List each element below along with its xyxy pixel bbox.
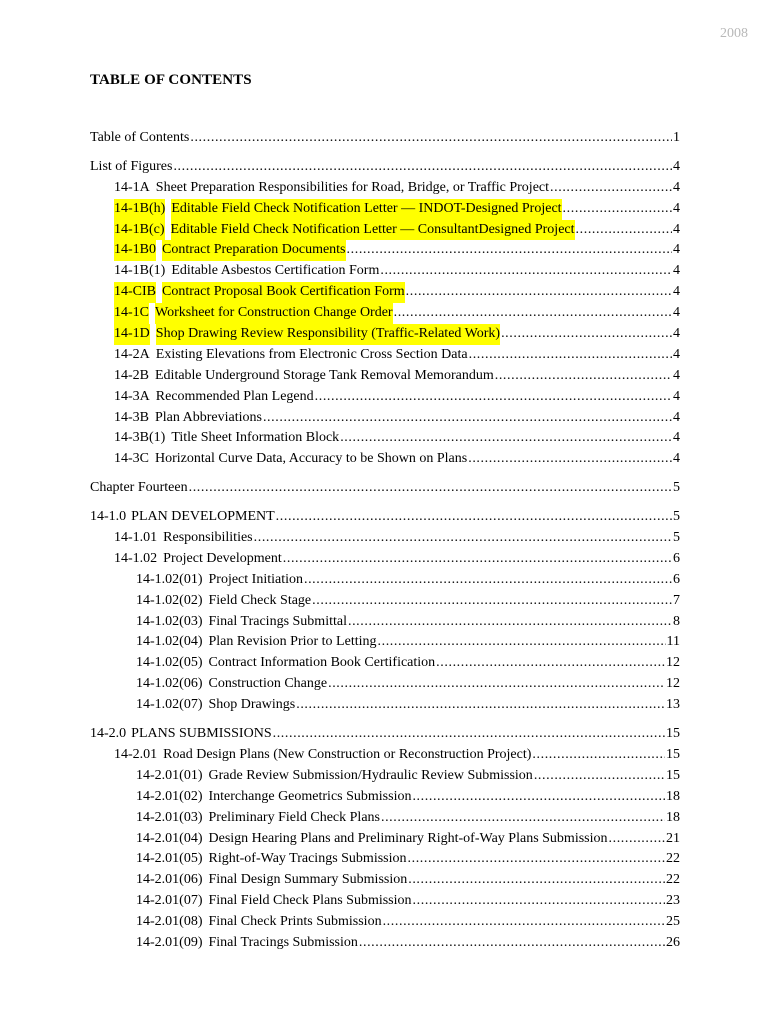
item-title: Project Initiation [208,571,303,587]
dot-leader [469,345,672,366]
dot-leader [413,891,665,912]
item-number: 14-1.02(06) [136,676,203,692]
figure-title: Existing Elevations from Electronic Cross Section Data [155,346,468,362]
dot-leader [609,829,666,850]
subsection-entry[interactable] [90,745,680,766]
item-title: Final Design Summary Submission [208,872,408,888]
figure-number: 14-1C [114,303,149,324]
figure-title: Editable Field Check Notification Letter — ConsultantDesigned Project [171,220,575,241]
figure-title: Recommended Plan Legend [155,388,314,404]
item-entry[interactable] [90,787,680,808]
figure-entry[interactable] [90,324,680,345]
dot-leader [563,199,672,220]
dot-leader [408,870,665,891]
figure-title: Editable Asbestos Certification Form [171,263,380,279]
toc-entry[interactable] [90,478,680,499]
dot-leader [532,745,665,766]
figure-entry[interactable] [90,449,680,470]
section-number: 14-2.0 [90,726,127,742]
figure-number: 14-1B(c) [114,220,165,241]
toc-page-number: 4 [673,179,680,195]
item-title: Final Check Prints Submission [208,914,382,930]
item-title: Shop Drawings [208,697,296,713]
dot-leader [348,612,672,633]
figure-entry[interactable] [90,428,680,449]
figure-entry[interactable] [90,282,680,303]
item-number: 14-2.01(07) [136,893,203,909]
figure-entry[interactable] [90,366,680,387]
toc-page-number: 4 [673,326,680,342]
item-entry[interactable] [90,612,680,633]
figure-title: Plan Abbreviations [155,409,262,425]
subsection-entry[interactable] [90,528,680,549]
subsection-number: 14-1.02 [114,550,158,566]
toc-page-number: 4 [673,346,680,362]
page-title: TABLE OF CONTENTS [90,72,252,88]
dot-leader [378,632,666,653]
toc-page-number: 22 [666,851,680,867]
toc-page-number: 11 [666,634,680,650]
dot-leader [501,324,672,345]
toc-page-number: 4 [673,305,680,321]
dot-leader [383,912,665,933]
item-title: Grade Review Submission/Hydraulic Review Submission [208,767,533,783]
item-number: 14-1.02(03) [136,613,203,629]
section-number: 14-1.0 [90,509,127,525]
figure-number: 14-2A [114,346,150,362]
dot-leader [468,449,672,470]
toc-page-number: 5 [673,480,680,496]
toc-page-number: 15 [666,726,680,742]
toc-entry-title: Chapter Fourteen [90,480,188,496]
toc-page-number: 4 [673,242,680,258]
item-number: 14-2.01(08) [136,914,203,930]
dot-leader [190,128,672,149]
figure-title: Editable Field Check Notification Letter — INDOT-Designed Project [171,199,561,220]
toc-entry[interactable] [90,157,680,178]
dot-leader [408,849,666,870]
toc-page-number: 13 [666,697,680,713]
item-title: Plan Revision Prior to Letting [208,634,377,650]
dot-leader [495,366,672,387]
item-number: 14-2.01(09) [136,934,203,950]
dot-leader [381,808,665,829]
figure-entry[interactable] [90,220,680,241]
toc-page-number: 1 [673,130,680,145]
toc-page-number: 8 [673,613,680,629]
item-entry[interactable] [90,695,680,716]
figure-entry[interactable] [90,387,680,408]
item-entry[interactable] [90,808,680,829]
figure-number: 14-3B [114,409,149,425]
figure-title: Worksheet for Construction Change Order [155,303,393,324]
figure-title: Shop Drawing Review Responsibility (Traffic-Related Work) [156,324,500,345]
figure-entry[interactable] [90,408,680,429]
figure-entry[interactable] [90,240,680,261]
toc-page-number: 23 [666,893,680,909]
dot-leader [254,528,672,549]
item-number: 14-1.02(02) [136,592,203,608]
figure-number: 14-1B0 [114,240,156,261]
toc-page-number: 5 [673,530,680,546]
figure-number: 14-3B(1) [114,430,166,446]
toc-entry-title: List of Figures [90,158,173,174]
dot-leader [315,387,672,408]
item-number: 14-1.02(05) [136,655,203,671]
item-title: Final Tracings Submittal [208,613,347,629]
section-entry[interactable] [90,724,680,745]
item-number: 14-2.01(06) [136,872,203,888]
figure-title: Title Sheet Information Block [171,430,340,446]
section-entry[interactable] [90,507,680,528]
toc-page-number: 4 [673,388,680,404]
item-entry[interactable] [90,591,680,612]
toc-page-number: 18 [666,788,680,804]
dot-leader [380,261,672,282]
item-title: Interchange Geometrics Submission [208,788,412,804]
figure-title: Sheet Preparation Responsibilities for Road, Bridge, or Traffic Project [155,179,550,195]
toc-page-number: 7 [673,592,680,608]
toc-page-number: 4 [673,221,680,237]
item-number: 14-2.01(05) [136,851,203,867]
toc-page-number: 4 [673,409,680,425]
subsection-title: Responsibilities [163,530,253,546]
figure-number: 14-1A [114,179,150,195]
figure-entry[interactable] [90,261,680,282]
item-title: Contract Information Book Certification [208,655,436,671]
figure-entry[interactable] [90,178,680,199]
figure-number: 14-CIB [114,282,156,303]
dot-leader [173,157,672,178]
dot-leader [534,766,665,787]
item-title: Construction Change [208,676,328,692]
section-title: PLANS SUBMISSIONS [131,726,272,742]
dot-leader [340,428,672,449]
dot-leader [263,408,672,429]
item-title: Design Hearing Plans and Preliminary Right-of-Way Plans Submission [208,830,608,846]
item-number: 14-2.01(01) [136,767,203,783]
item-number: 14-1.02(07) [136,697,203,713]
dot-leader [283,549,672,570]
dot-leader [436,653,665,674]
figure-number: 14-3A [114,388,150,404]
dot-leader [576,220,672,241]
toc-page-number: 15 [666,767,680,783]
item-entry[interactable] [90,870,680,891]
subsection-entry[interactable] [90,549,680,570]
dot-leader [276,507,672,528]
item-entry[interactable] [90,849,680,870]
item-number: 14-1.02(04) [136,634,203,650]
figure-list [90,178,680,470]
item-entry[interactable] [90,653,680,674]
item-entry[interactable] [90,933,680,954]
item-number: 14-2.01(04) [136,830,203,846]
toc-page-number: 4 [673,367,680,383]
item-entry[interactable] [90,632,680,653]
dot-leader [304,570,672,591]
dot-leader [406,282,672,303]
figure-number: 14-1D [114,324,150,345]
dot-leader [189,478,672,499]
section-title: PLAN DEVELOPMENT [131,509,275,525]
subsection-number: 14-2.01 [114,746,158,762]
toc-page-number: 4 [673,451,680,467]
dot-leader [394,303,672,324]
dot-leader [359,933,665,954]
figure-number: 14-1B(1) [114,263,166,279]
toc-page-number: 18 [666,809,680,825]
figure-number: 14-1B(h) [114,199,165,220]
toc-page-number: 4 [673,158,680,174]
item-entry[interactable] [90,829,680,850]
item-number: 14-2.01(03) [136,809,203,825]
item-title: Preliminary Field Check Plans [208,809,380,825]
toc-page-number: 4 [673,263,680,279]
toc-page-number: 4 [673,430,680,446]
item-entry[interactable] [90,570,680,591]
item-entry[interactable] [90,891,680,912]
subsection-number: 14-1.01 [114,530,158,546]
toc-page-number: 26 [666,934,680,950]
toc-page-number: 12 [666,676,680,692]
toc-entry[interactable] [90,128,680,149]
item-number: 14-2.01(02) [136,788,203,804]
toc-page-number: 4 [673,200,680,216]
dot-leader [273,724,665,745]
dot-leader [296,695,665,716]
figure-title: Contract Preparation Documents [162,240,346,261]
figure-title: Horizontal Curve Data, Accuracy to be Shown on Plans [155,451,468,467]
subsection-title: Road Design Plans (New Construction or Reconstruction Project) [163,746,532,762]
header-year: 2008 [720,26,748,41]
toc-entry-title: Table of Contents [90,130,190,145]
toc-page-number: 21 [666,830,680,846]
item-title: Final Field Check Plans Submission [208,893,412,909]
dot-leader [550,178,672,199]
toc-page-number: 6 [673,550,680,566]
item-title: Field Check Stage [208,592,312,608]
dot-leader [412,787,665,808]
dot-leader [312,591,672,612]
item-entry[interactable] [90,912,680,933]
toc-page-number: 22 [666,872,680,888]
table-of-contents [90,128,680,954]
toc-page-number: 5 [673,509,680,525]
dot-leader [347,240,672,261]
figure-title: Editable Underground Storage Tank Removal Memorandum [155,367,494,383]
figure-entry[interactable] [90,199,680,220]
figure-number: 14-3C [114,451,149,467]
toc-page-number: 15 [666,746,680,762]
dot-leader [328,674,665,695]
item-entry[interactable] [90,766,680,787]
figure-entry[interactable] [90,345,680,366]
item-number: 14-1.02(01) [136,571,203,587]
figure-number: 14-2B [114,367,149,383]
figure-title: Contract Proposal Book Certification Form [162,282,405,303]
subsection-title: Project Development [163,550,282,566]
figure-entry[interactable] [90,303,680,324]
toc-page-number: 6 [673,571,680,587]
toc-page-number: 25 [666,914,680,930]
item-title: Final Tracings Submission [208,934,358,950]
toc-page-number: 4 [673,284,680,300]
item-entry[interactable] [90,674,680,695]
toc-page-number: 12 [666,655,680,671]
item-title: Right-of-Way Tracings Submission [208,851,407,867]
